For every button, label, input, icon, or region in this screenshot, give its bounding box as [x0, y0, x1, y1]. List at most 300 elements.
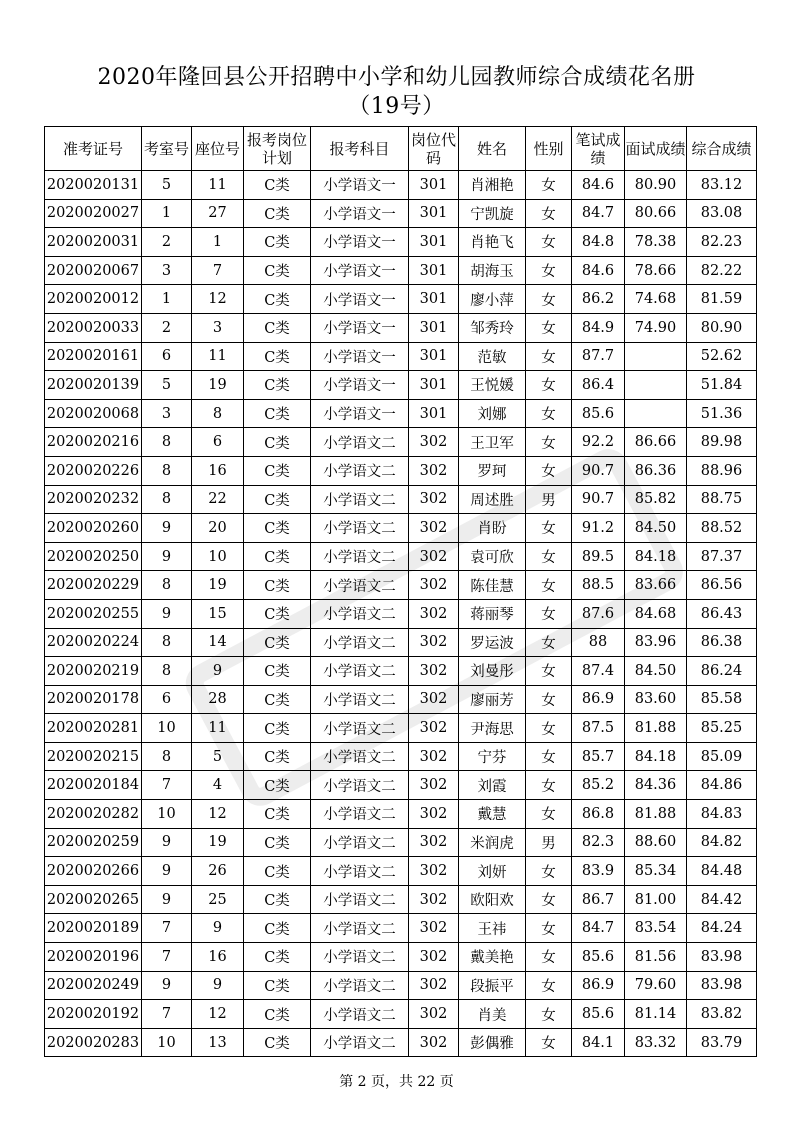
table-row [45, 599, 757, 628]
table-cell: 女 [526, 228, 572, 257]
table-cell: 85.58 [687, 685, 757, 714]
table-cell: 84.18 [625, 742, 687, 771]
table-cell: 84.48 [687, 857, 757, 886]
table-cell: 2020020266 [45, 857, 142, 886]
table-cell: 3 [142, 256, 192, 285]
table-cell: C类 [244, 800, 311, 829]
table-row [45, 1000, 757, 1029]
table-cell: 302 [409, 514, 459, 543]
table-cell: 小学语文一 [311, 199, 409, 228]
table-cell: 302 [409, 1028, 459, 1057]
table-cell: 女 [526, 685, 572, 714]
table-cell: C类 [244, 885, 311, 914]
table-cell: 王悦媛 [459, 371, 526, 400]
table-cell: 301 [409, 342, 459, 371]
table-cell: 302 [409, 628, 459, 657]
table-cell: 301 [409, 256, 459, 285]
table-cell [625, 342, 687, 371]
table-cell: 周述胜 [459, 485, 526, 514]
table-cell: C类 [244, 943, 311, 972]
column-header: 综合成绩 [687, 127, 757, 171]
table-cell: 小学语文一 [311, 342, 409, 371]
table-cell: 7 [142, 771, 192, 800]
table-cell: 蒋丽琴 [459, 599, 526, 628]
table-cell: 2020020033 [45, 313, 142, 342]
table-cell: 5 [142, 371, 192, 400]
column-header: 面试成绩 [625, 127, 687, 171]
table-cell: 301 [409, 399, 459, 428]
table-cell: 88.60 [625, 828, 687, 857]
table-cell: 12 [192, 1000, 244, 1029]
table-cell: 2020020283 [45, 1028, 142, 1057]
table-cell: 2020020196 [45, 943, 142, 972]
page-footer: 第 2 页，共 22 页 [339, 1074, 454, 1090]
table-cell: 86.38 [687, 628, 757, 657]
table-row [45, 342, 757, 371]
table-cell: 25 [192, 885, 244, 914]
table-cell: C类 [244, 342, 311, 371]
table-cell: C类 [244, 256, 311, 285]
table-cell: 85.6 [572, 943, 625, 972]
table-cell: 戴慧 [459, 800, 526, 829]
table-cell: 89.5 [572, 542, 625, 571]
table-cell: 廖丽芳 [459, 685, 526, 714]
table-cell: 1 [142, 285, 192, 314]
table-cell: 9 [142, 514, 192, 543]
table-cell: 52.62 [687, 342, 757, 371]
table-cell: 83.32 [625, 1028, 687, 1057]
table-cell: 女 [526, 456, 572, 485]
column-header: 姓名 [459, 127, 526, 171]
table-cell: 2020020232 [45, 485, 142, 514]
table-cell: 9 [142, 885, 192, 914]
table-cell: 86.9 [572, 971, 625, 1000]
document-title: 2020年隆回县公开招聘中小学和幼儿园教师综合成绩花名册 [97, 65, 696, 90]
table-cell: 6 [142, 685, 192, 714]
table-cell: 袁可欣 [459, 542, 526, 571]
table-cell: C类 [244, 514, 311, 543]
table-cell: 302 [409, 1000, 459, 1029]
table-cell: 9 [192, 914, 244, 943]
table-cell: 88.75 [687, 485, 757, 514]
table-cell: 2020020215 [45, 742, 142, 771]
table-cell: 89.98 [687, 428, 757, 457]
table-cell: 女 [526, 885, 572, 914]
table-row [45, 313, 757, 342]
table-cell: 87.37 [687, 542, 757, 571]
table-cell: 7 [142, 943, 192, 972]
table-cell: 2020020259 [45, 828, 142, 857]
column-header: 报考科目 [311, 127, 409, 171]
table-cell: 女 [526, 514, 572, 543]
table-cell: 小学语文二 [311, 857, 409, 886]
table-row [45, 171, 757, 200]
table-cell: 86.66 [625, 428, 687, 457]
table-cell: 85.25 [687, 714, 757, 743]
table-cell: 肖湘艳 [459, 171, 526, 200]
table-cell: 小学语文二 [311, 685, 409, 714]
table-cell: 女 [526, 571, 572, 600]
table-cell: 2020020250 [45, 542, 142, 571]
table-cell: 小学语文二 [311, 885, 409, 914]
score-roster-table [44, 126, 757, 1057]
table-cell: 女 [526, 657, 572, 686]
table-cell: C类 [244, 828, 311, 857]
table-cell: 86.56 [687, 571, 757, 600]
table-cell: 86.4 [572, 371, 625, 400]
table-cell: 86.43 [687, 599, 757, 628]
table-cell: 2020020282 [45, 800, 142, 829]
table-cell: 28 [192, 685, 244, 714]
table-cell: 9 [142, 828, 192, 857]
table-cell: 301 [409, 171, 459, 200]
table-cell: 刘妍 [459, 857, 526, 886]
table-cell: 84.24 [687, 914, 757, 943]
table-cell: 74.90 [625, 313, 687, 342]
table-cell: 10 [142, 1028, 192, 1057]
table-cell: 戴美艳 [459, 943, 526, 972]
table-cell: 302 [409, 914, 459, 943]
table-cell: 83.66 [625, 571, 687, 600]
table-cell: 88.5 [572, 571, 625, 600]
table-row [45, 514, 757, 543]
table-cell: 84.9 [572, 313, 625, 342]
table-cell: 女 [526, 914, 572, 943]
table-cell: 2020020249 [45, 971, 142, 1000]
table-cell: 19 [192, 828, 244, 857]
table-cell: 83.12 [687, 171, 757, 200]
table-cell: 2 [142, 228, 192, 257]
table-cell: 女 [526, 742, 572, 771]
column-header: 座位号 [192, 127, 244, 171]
table-cell: 9 [142, 971, 192, 1000]
column-header: 考室号 [142, 127, 192, 171]
table-row [45, 685, 757, 714]
table-cell: 8 [142, 657, 192, 686]
table-cell: 81.14 [625, 1000, 687, 1029]
table-cell: 20 [192, 514, 244, 543]
table-cell: 302 [409, 742, 459, 771]
column-header: 岗位代码 [409, 127, 459, 171]
table-cell: C类 [244, 599, 311, 628]
table-cell: 1 [192, 228, 244, 257]
table-cell: 邹秀玲 [459, 313, 526, 342]
table-cell: 83.98 [687, 943, 757, 972]
table-row [45, 742, 757, 771]
table-cell: 肖艳飞 [459, 228, 526, 257]
table-cell: 2020020219 [45, 657, 142, 686]
table-cell: 小学语文二 [311, 456, 409, 485]
table-cell: 84.1 [572, 1028, 625, 1057]
table-cell: 4 [192, 771, 244, 800]
table-cell: 78.66 [625, 256, 687, 285]
table-cell: 86.2 [572, 285, 625, 314]
table-row [45, 943, 757, 972]
table-cell: C类 [244, 542, 311, 571]
table-row [45, 428, 757, 457]
table-cell: 2020020178 [45, 685, 142, 714]
table-cell: 80.66 [625, 199, 687, 228]
table-cell: 小学语文二 [311, 485, 409, 514]
table-cell: 王祎 [459, 914, 526, 943]
table-cell [625, 371, 687, 400]
table-cell: 82.22 [687, 256, 757, 285]
table-cell: 10 [142, 800, 192, 829]
table-cell: 罗运波 [459, 628, 526, 657]
table-cell: 15 [192, 599, 244, 628]
table-cell: 8 [142, 485, 192, 514]
table-cell: 小学语文一 [311, 256, 409, 285]
table-cell: 小学语文二 [311, 628, 409, 657]
table-cell: 小学语文二 [311, 1000, 409, 1029]
table-cell: 女 [526, 285, 572, 314]
table-cell: C类 [244, 771, 311, 800]
table-cell: 6 [142, 342, 192, 371]
table-cell: 86.24 [687, 657, 757, 686]
table-cell: 302 [409, 685, 459, 714]
table-cell: 51.36 [687, 399, 757, 428]
table-cell: 2020020012 [45, 285, 142, 314]
table-row [45, 571, 757, 600]
table-cell: 7 [192, 256, 244, 285]
table-cell: 2020020192 [45, 1000, 142, 1029]
table-cell: 2020020226 [45, 456, 142, 485]
table-cell: 5 [142, 171, 192, 200]
table-row [45, 771, 757, 800]
table-cell: 女 [526, 199, 572, 228]
table-cell: 女 [526, 628, 572, 657]
table-cell: C类 [244, 971, 311, 1000]
table-cell: C类 [244, 285, 311, 314]
table-cell: 83.9 [572, 857, 625, 886]
table-cell: 11 [192, 342, 244, 371]
table-cell: 女 [526, 857, 572, 886]
table-cell: 19 [192, 371, 244, 400]
table-cell: 女 [526, 342, 572, 371]
table-cell: 85.2 [572, 771, 625, 800]
table-cell: 肖盼 [459, 514, 526, 543]
table-cell: C类 [244, 313, 311, 342]
table-cell: 女 [526, 371, 572, 400]
table-cell: 2020020139 [45, 371, 142, 400]
table-cell: 女 [526, 971, 572, 1000]
table-cell: 小学语文一 [311, 313, 409, 342]
table-cell: 刘曼彤 [459, 657, 526, 686]
table-cell: 82.23 [687, 228, 757, 257]
table-cell: 小学语文一 [311, 171, 409, 200]
table-cell: 302 [409, 857, 459, 886]
table-cell: 女 [526, 943, 572, 972]
table-cell: 85.7 [572, 742, 625, 771]
table-cell: 小学语文二 [311, 971, 409, 1000]
table-cell: 小学语文二 [311, 571, 409, 600]
table-cell: 302 [409, 800, 459, 829]
table-cell: 小学语文一 [311, 228, 409, 257]
table-cell: 12 [192, 285, 244, 314]
table-row [45, 971, 757, 1000]
table-cell: 81.00 [625, 885, 687, 914]
table-cell: 74.68 [625, 285, 687, 314]
table-cell: 胡海玉 [459, 256, 526, 285]
table-cell: C类 [244, 199, 311, 228]
column-header: 报考岗位计划 [244, 127, 311, 171]
table-cell: 88.52 [687, 514, 757, 543]
table-cell: 6 [192, 428, 244, 457]
table-cell: 81.59 [687, 285, 757, 314]
table-cell: 302 [409, 599, 459, 628]
table-cell: 小学语文二 [311, 943, 409, 972]
table-row [45, 199, 757, 228]
table-cell [625, 399, 687, 428]
table-cell: 2020020184 [45, 771, 142, 800]
table-cell: C类 [244, 685, 311, 714]
table-cell: 女 [526, 1000, 572, 1029]
table-cell: 84.82 [687, 828, 757, 857]
table-cell: 302 [409, 657, 459, 686]
table-cell: 8 [142, 571, 192, 600]
table-cell: 302 [409, 456, 459, 485]
table-cell: 84.36 [625, 771, 687, 800]
table-row [45, 228, 757, 257]
table-cell: 2020020224 [45, 628, 142, 657]
table-cell: 302 [409, 828, 459, 857]
table-cell: C类 [244, 371, 311, 400]
table-cell: 12 [192, 800, 244, 829]
table-cell: 302 [409, 542, 459, 571]
table-cell: 廖小萍 [459, 285, 526, 314]
table-cell: 81.88 [625, 800, 687, 829]
table-cell: 84.8 [572, 228, 625, 257]
table-cell: 小学语文二 [311, 428, 409, 457]
document-subtitle: （19号） [348, 94, 445, 119]
table-cell: 302 [409, 771, 459, 800]
table-cell: 2020020265 [45, 885, 142, 914]
table-cell: 8 [142, 428, 192, 457]
table-cell: 302 [409, 943, 459, 972]
table-cell: 范敏 [459, 342, 526, 371]
table-cell: 3 [142, 399, 192, 428]
table-cell: 小学语文一 [311, 399, 409, 428]
table-cell: 2020020281 [45, 714, 142, 743]
table-cell: 尹海思 [459, 714, 526, 743]
table-cell: 1 [142, 199, 192, 228]
table-cell: 段振平 [459, 971, 526, 1000]
table-cell: C类 [244, 857, 311, 886]
table-cell: 87.4 [572, 657, 625, 686]
table-cell: 彭偶雅 [459, 1028, 526, 1057]
table-cell: 小学语文二 [311, 542, 409, 571]
table-cell: 90.7 [572, 485, 625, 514]
table-cell: 22 [192, 485, 244, 514]
table-row [45, 828, 757, 857]
table-cell: 85.6 [572, 399, 625, 428]
table-cell: 92.2 [572, 428, 625, 457]
table-cell: 2020020067 [45, 256, 142, 285]
table-cell: 84.83 [687, 800, 757, 829]
table-cell: 83.98 [687, 971, 757, 1000]
table-cell: 83.79 [687, 1028, 757, 1057]
table-cell: 84.50 [625, 514, 687, 543]
table-cell: 女 [526, 256, 572, 285]
table-cell: 9 [192, 657, 244, 686]
table-cell: 女 [526, 714, 572, 743]
table-cell: 3 [192, 313, 244, 342]
table-cell: 小学语文二 [311, 714, 409, 743]
table-cell: 14 [192, 628, 244, 657]
table-cell: 罗珂 [459, 456, 526, 485]
table-cell: 女 [526, 171, 572, 200]
table-row [45, 485, 757, 514]
table-cell: 8 [192, 399, 244, 428]
table-row [45, 885, 757, 914]
table-cell: 79.60 [625, 971, 687, 1000]
table-cell: 9 [192, 971, 244, 1000]
table-row [45, 800, 757, 829]
table-cell: 欧阳欢 [459, 885, 526, 914]
table-cell: 302 [409, 714, 459, 743]
table-cell: 9 [142, 857, 192, 886]
table-cell: 302 [409, 885, 459, 914]
table-cell: 小学语文二 [311, 657, 409, 686]
table-cell: C类 [244, 485, 311, 514]
table-cell: 9 [142, 599, 192, 628]
table-header-row [45, 127, 757, 171]
table-cell: 84.42 [687, 885, 757, 914]
table-cell: 小学语文二 [311, 771, 409, 800]
table-row [45, 857, 757, 886]
table-cell: 11 [192, 714, 244, 743]
table-cell: 301 [409, 285, 459, 314]
table-cell: 女 [526, 1028, 572, 1057]
table-cell: 51.84 [687, 371, 757, 400]
table-cell: 301 [409, 228, 459, 257]
table-cell: 85.82 [625, 485, 687, 514]
column-header: 笔试成绩 [572, 127, 625, 171]
table-cell: 2020020031 [45, 228, 142, 257]
table-cell: C类 [244, 171, 311, 200]
table-row [45, 914, 757, 943]
table-cell: 85.09 [687, 742, 757, 771]
table-cell: 陈佳慧 [459, 571, 526, 600]
table-cell: 87.5 [572, 714, 625, 743]
table-cell: 11 [192, 171, 244, 200]
table-cell: 84.6 [572, 256, 625, 285]
table-cell: 女 [526, 599, 572, 628]
table-row [45, 399, 757, 428]
table-cell: 301 [409, 313, 459, 342]
table-cell: C类 [244, 399, 311, 428]
table-row [45, 657, 757, 686]
table-cell: 85.34 [625, 857, 687, 886]
table-cell: 小学语文二 [311, 1028, 409, 1057]
table-cell: 小学语文二 [311, 742, 409, 771]
table-cell: 82.3 [572, 828, 625, 857]
table-cell: 19 [192, 571, 244, 600]
table-cell: 302 [409, 428, 459, 457]
table-cell: 83.82 [687, 1000, 757, 1029]
table-row [45, 628, 757, 657]
table-cell: 2 [142, 313, 192, 342]
table-cell: 302 [409, 485, 459, 514]
table-cell: 2020020161 [45, 342, 142, 371]
table-cell: 301 [409, 199, 459, 228]
table-cell: 78.38 [625, 228, 687, 257]
table-cell: 83.96 [625, 628, 687, 657]
table-cell: 2020020216 [45, 428, 142, 457]
table-cell: 宁凯旋 [459, 199, 526, 228]
table-cell: 2020020027 [45, 199, 142, 228]
table-cell: 宁芬 [459, 742, 526, 771]
